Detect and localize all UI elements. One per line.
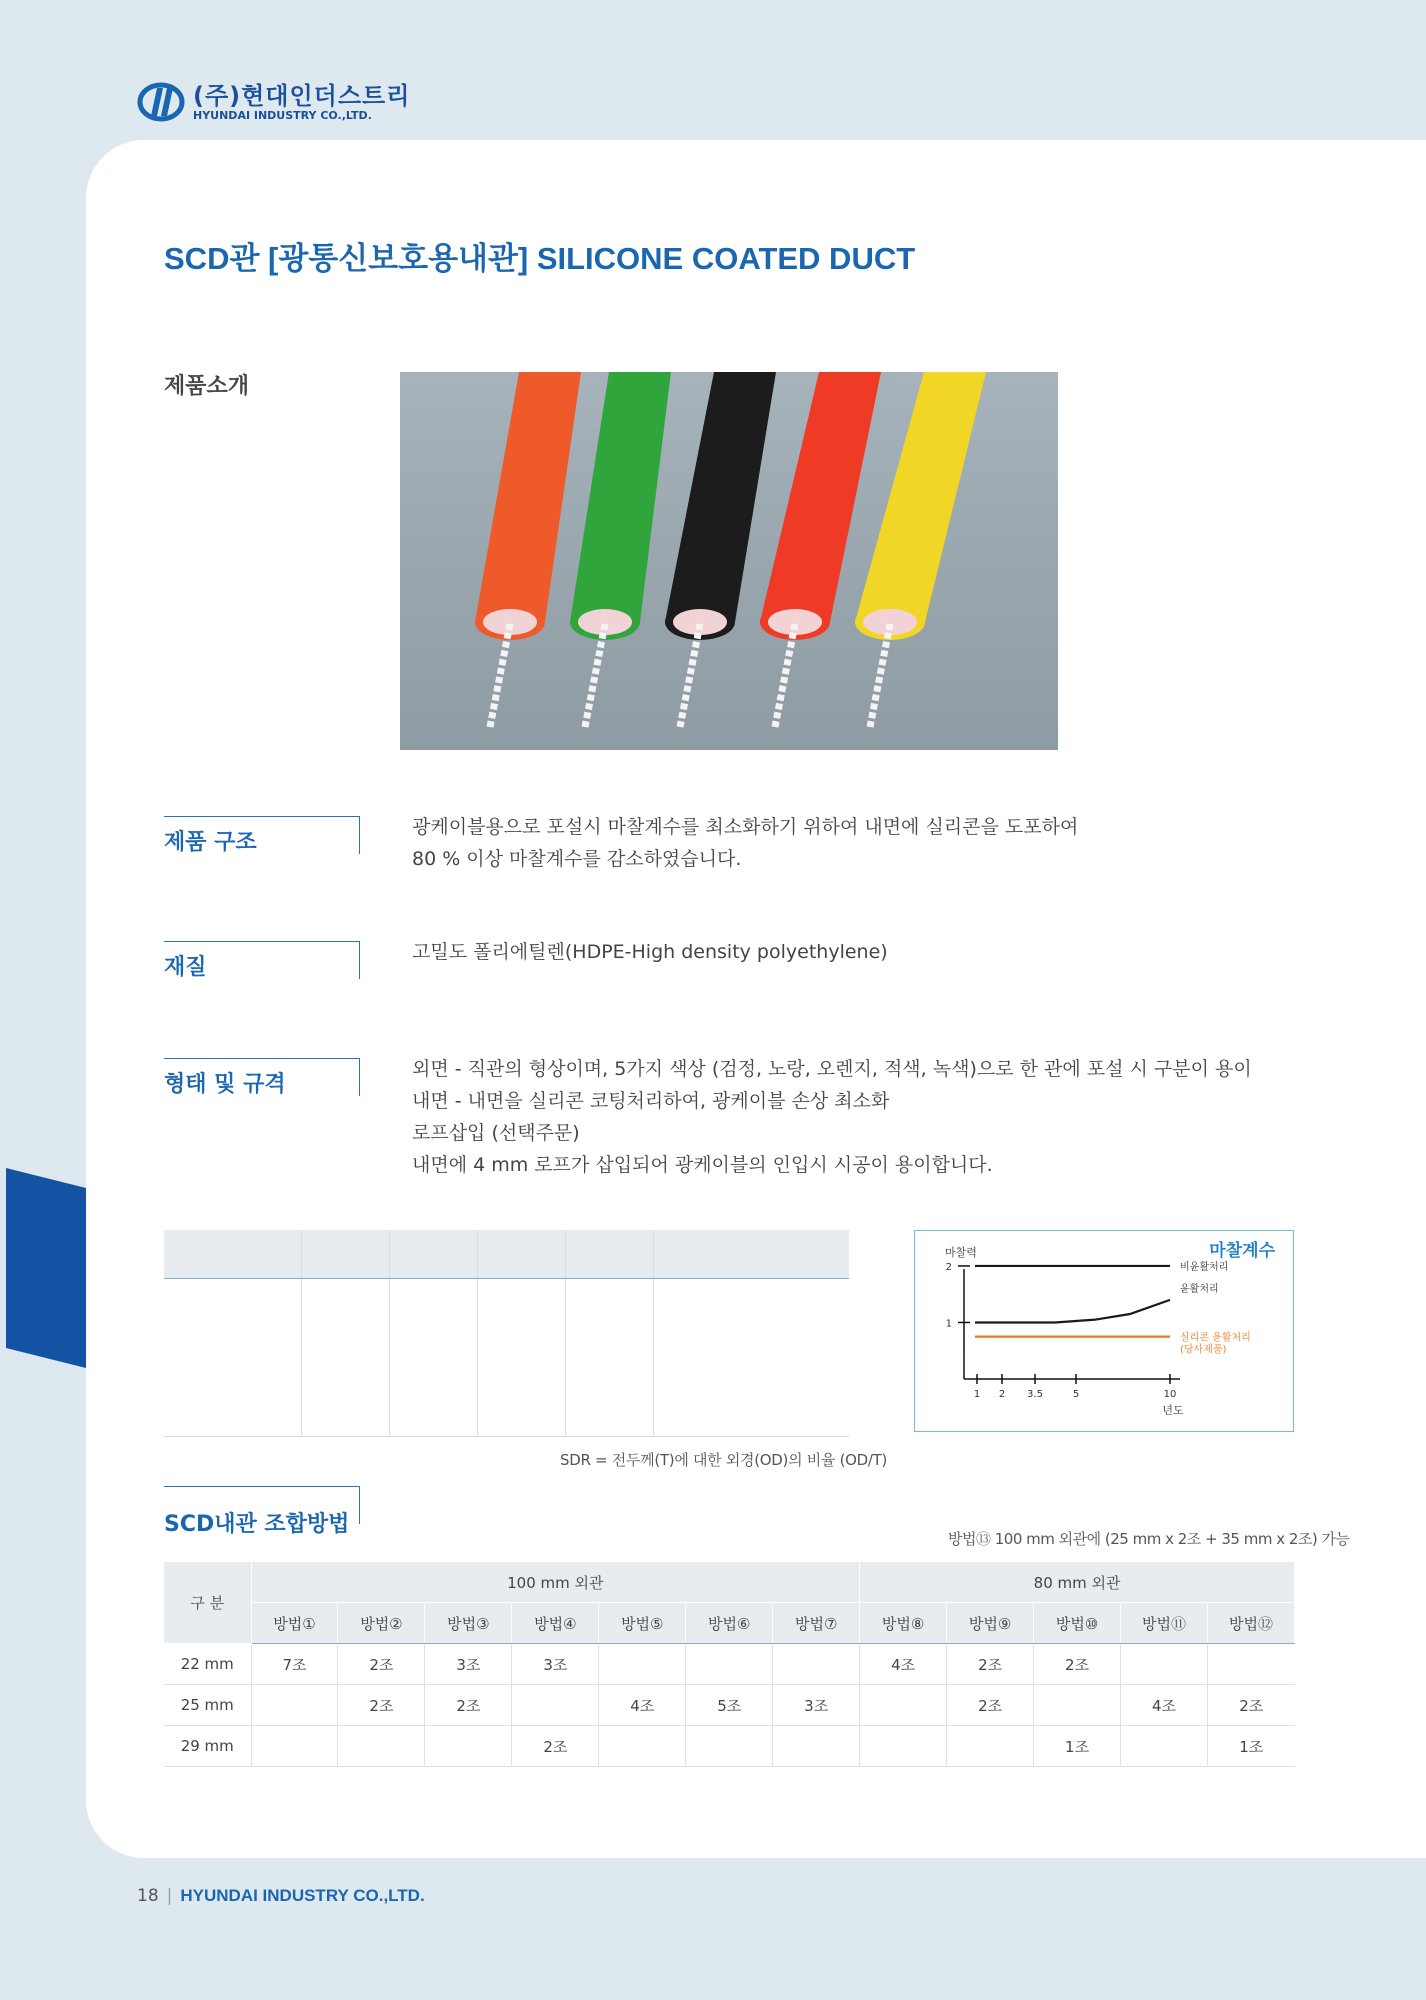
count-cell	[860, 1726, 947, 1767]
spec-text: 외면 - 직관의 형상이며, 5가지 색상 (검정, 노랑, 오렌지, 적색, 녹색)으로 한 관에 포설 시 구분이 용이 내면 - 내면을 실리콘 코팅처리하여, 광케이블 손상 최소화 로프삽입 (선택주문) 내면에 4 mm 로프가 삽입되어 광케이블의 인입시 시공이 용이합니다.	[412, 1058, 1252, 1176]
x-tick-label: 2	[998, 1389, 1006, 1400]
count-cell	[860, 1685, 947, 1726]
count-cell	[686, 1726, 773, 1767]
group-header-80: 80 mm 외관	[860, 1562, 1295, 1603]
size-cell: 25 mm	[164, 1685, 251, 1726]
method-header: 방법⑫	[1207, 1603, 1294, 1644]
count-cell: 2조	[338, 1644, 425, 1685]
method-header: 방법⑦	[773, 1603, 860, 1644]
chart-ylabel: 마찰력	[945, 1246, 977, 1259]
count-cell	[1034, 1685, 1121, 1726]
method-header: 방법⑥	[686, 1603, 773, 1644]
count-cell	[599, 1726, 686, 1767]
section-label-structure: 제품 구조	[164, 816, 360, 854]
count-cell: 3조	[512, 1644, 599, 1685]
method-header: 방법⑨	[947, 1603, 1034, 1644]
count-cell: 2조	[512, 1726, 599, 1767]
count-cell: 1조	[1034, 1726, 1121, 1767]
method-header: 방법⑧	[860, 1603, 947, 1644]
method-header: 방법⑩	[1034, 1603, 1121, 1644]
category-header: 구 분	[164, 1562, 251, 1644]
method-header: 방법①	[251, 1603, 338, 1644]
count-cell	[773, 1726, 860, 1767]
count-cell: 1조	[1207, 1726, 1294, 1767]
structure-text: 광케이블용으로 포설시 마찰계수를 최소화하기 위하여 내면에 실리콘을 도포하여 80 % 이상 마찰계수를 감소하였습니다.	[412, 816, 1079, 870]
count-cell	[338, 1726, 425, 1767]
method-header: 방법⑪	[1121, 1603, 1208, 1644]
count-cell: 2조	[425, 1685, 512, 1726]
count-cell: 2조	[338, 1685, 425, 1726]
y-tick-label: 1	[945, 1318, 952, 1330]
count-cell	[425, 1726, 512, 1767]
table-row	[164, 1726, 1295, 1767]
count-cell	[251, 1685, 338, 1726]
count-cell: 2조	[947, 1685, 1034, 1726]
company-logo	[137, 80, 410, 124]
page-footer: 18 | HYUNDAI INDUSTRY CO.,LTD.	[137, 1886, 425, 1906]
count-cell: 3조	[773, 1685, 860, 1726]
page-title: SCD관 [광통신보호용내관] SILICONE COATED DUCT	[164, 241, 916, 276]
sdr-table	[164, 1230, 849, 1437]
count-cell: 7조	[251, 1644, 338, 1685]
count-cell: 3조	[425, 1644, 512, 1685]
count-cell: 4조	[860, 1644, 947, 1685]
table-row	[164, 1685, 1295, 1726]
count-cell: 4조	[599, 1685, 686, 1726]
section-label-material: 재질	[164, 941, 360, 979]
company-name-ko: (주)현대인더스트리	[193, 81, 411, 110]
count-cell	[773, 1644, 860, 1685]
count-cell	[1121, 1644, 1208, 1685]
count-cell	[599, 1644, 686, 1685]
material-text: 고밀도 폴리에틸렌(HDPE-High density polyethylene)	[412, 941, 888, 963]
x-tick-label: 5	[1072, 1389, 1080, 1400]
count-cell	[686, 1644, 773, 1685]
y-tick-label: 2	[945, 1261, 952, 1273]
method-header: 방법②	[338, 1603, 425, 1644]
count-cell: 2조	[1034, 1644, 1121, 1685]
section-label-spec: 형태 및 규격	[164, 1058, 360, 1096]
sdr-note: SDR = 전두께(T)에 대한 외경(OD)의 비율 (OD/T)	[560, 1451, 888, 1469]
count-cell	[947, 1726, 1034, 1767]
count-cell: 2조	[1207, 1685, 1294, 1726]
series-line	[975, 1300, 1170, 1323]
footer-company: HYUNDAI INDUSTRY CO.,LTD.	[180, 1886, 425, 1905]
method-header: 방법③	[425, 1603, 512, 1644]
series-label: 비윤활처리	[1180, 1261, 1229, 1273]
chart-title: 마찰계수	[1209, 1241, 1275, 1261]
side-tab-decoration	[6, 1168, 86, 1368]
method-13-note: 방법⑬ 100 mm 외관에 (25 mm x 2조 + 35 mm x 2조) 가능	[948, 1530, 1350, 1548]
method-header: 방법⑤	[599, 1603, 686, 1644]
count-cell: 4조	[1121, 1685, 1208, 1726]
table-row	[164, 1644, 1295, 1685]
count-cell: 5조	[686, 1685, 773, 1726]
count-cell	[251, 1726, 338, 1767]
count-cell	[1121, 1726, 1208, 1767]
section-label-combo: SCD내관 조합방법	[164, 1486, 360, 1524]
hyundai-logo-icon	[137, 80, 185, 124]
product-photo	[400, 372, 1058, 750]
x-tick-label: 1	[973, 1389, 981, 1400]
x-tick-label: 10	[1163, 1389, 1177, 1400]
count-cell: 2조	[947, 1644, 1034, 1685]
count-cell	[512, 1685, 599, 1726]
count-cell	[1207, 1644, 1294, 1685]
company-name-en: HYUNDAI INDUSTRY CO.,LTD.	[193, 108, 372, 122]
series-label: 윤활처리	[1180, 1283, 1219, 1295]
x-tick-label: 3.5	[1027, 1389, 1043, 1400]
chart-xlabel: 년도	[1162, 1404, 1184, 1417]
product-intro-label: 제품소개	[164, 374, 250, 399]
series-label: 실리콘 윤활처리 (당사제품)	[1180, 1332, 1251, 1356]
size-cell: 29 mm	[164, 1726, 251, 1767]
friction-chart	[914, 1230, 1294, 1432]
size-cell: 22 mm	[164, 1644, 251, 1685]
combination-table	[164, 1562, 1295, 1767]
page-number: 18	[137, 1886, 159, 1906]
method-header: 방법④	[512, 1603, 599, 1644]
group-header-100: 100 mm 외관	[251, 1562, 860, 1603]
